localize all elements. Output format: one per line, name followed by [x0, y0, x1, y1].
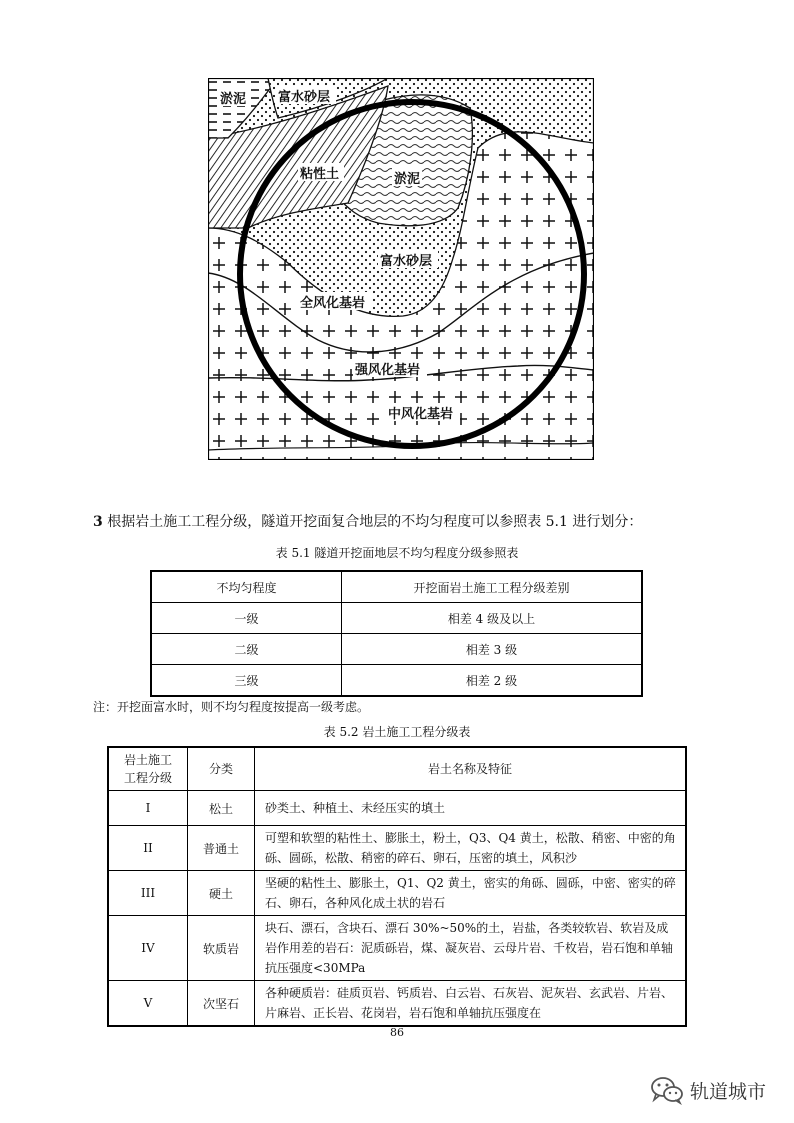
svg-text:淤泥: 淤泥: [394, 172, 421, 187]
table1-caption: 表 5.1 隧道开挖面地层不均匀程度分级参照表: [275, 546, 519, 560]
table-cell-grade: V: [108, 981, 188, 1027]
table-row: [151, 603, 642, 634]
table-row: [108, 916, 686, 981]
watermark: [650, 1073, 766, 1107]
geology-figure: [208, 78, 594, 460]
svg-text:中风化基岩: 中风化基岩: [388, 407, 454, 422]
table-row: [108, 871, 686, 916]
figure-label-fully-weathered: [298, 292, 372, 311]
table-cell-description: 各种硬质岩：硅质页岩、钙质岩、白云岩、石灰岩、泥灰岩、玄武岩、片岩、片麻岩、正长岩、花岗岩，岩石饱和单轴抗压强度在: [255, 981, 687, 1027]
table-cell-class: 软质岩: [188, 916, 255, 981]
rock-soil-class-table: [107, 746, 687, 1027]
paragraph-number: 3: [93, 514, 103, 530]
figure-label-water-sand-top: [276, 86, 336, 105]
table-cell-description: 可塑和软塑的粘性土、膨胀土，粉土，Q3、Q4 黄土，松散、稍密、中密的角砾、圆砾，松散、稍密的碎石、卵石，压密的填土，风积沙: [255, 826, 687, 871]
table-header-row: [108, 747, 686, 791]
figure-label-water-sand-mid: [378, 250, 438, 269]
table-cell-grade: II: [108, 826, 188, 871]
figure-label-clay: [298, 163, 344, 182]
geology-diagram: [208, 78, 594, 460]
table-cell-class: 松土: [188, 791, 255, 826]
table-cell-grade: I: [108, 791, 188, 826]
figure-label-mud-center: [392, 168, 422, 187]
table-row: [108, 791, 686, 826]
svg-text:富水砂层: 富水砂层: [380, 254, 433, 269]
table-cell-description: 块石、漂石，含块石、漂石 30%~50%的土，岩盐，各类较软岩、软岩及成岩作用差的岩石：泥质砾岩，煤、凝灰岩、云母片岩、千枚岩，岩石饱和单轴抗压强度<30MPa: [255, 916, 687, 981]
table-cell-grade: III: [108, 871, 188, 916]
svg-text:富水砂层: 富水砂层: [278, 90, 331, 105]
table-header-cell: 开挖面岩土施工工程分级差别: [342, 571, 643, 603]
svg-text:强风化基岩: 强风化基岩: [355, 363, 421, 378]
table-cell: 一级: [151, 603, 342, 634]
page-number: 86: [390, 1026, 404, 1039]
paragraph-text: 根据岩土施工工程分级，隧道开挖面复合地层的不均匀程度可以参照表 5.1 进行划分：: [102, 514, 643, 530]
paragraph-3: [93, 512, 713, 532]
table-cell-class: 普通土: [188, 826, 255, 871]
table-header-cell: 不均匀程度: [151, 571, 342, 603]
figure-label-mud-top-left: [218, 88, 248, 107]
table-cell-class: 硬土: [188, 871, 255, 916]
table-cell: 三级: [151, 665, 342, 697]
table-cell-grade: IV: [108, 916, 188, 981]
table1-note: 注：开挖面富水时，则不均匀程度按提高一级考虑。: [93, 700, 370, 714]
table-row: [108, 826, 686, 871]
table-cell: 相差 2 级: [342, 665, 643, 697]
table-header-row: [151, 571, 642, 603]
unevenness-grade-table: [150, 570, 643, 697]
svg-text:淤泥: 淤泥: [220, 92, 247, 107]
table-header-cell: 岩土施工 工程分级: [108, 747, 188, 791]
svg-text:全风化基岩: 全风化基岩: [300, 296, 366, 311]
table-cell: 二级: [151, 634, 342, 665]
table-cell: 相差 3 级: [342, 634, 643, 665]
svg-text:粘性土: 粘性土: [300, 167, 340, 182]
table-row: [151, 634, 642, 665]
table-cell: 相差 4 级及以上: [342, 603, 643, 634]
table-header-cell: 分类: [188, 747, 255, 791]
figure-label-moderately-weathered: [386, 403, 460, 422]
wechat-icon: [650, 1075, 684, 1105]
table2-caption: 表 5.2 岩土施工工程分级表: [323, 725, 471, 739]
table-row: [108, 981, 686, 1027]
table-header-cell: 岩土名称及特征: [255, 747, 687, 791]
watermark-text: 轨道城市: [690, 1080, 767, 1103]
table-row: [151, 665, 642, 697]
table-cell-description: 砂类土、种植土、未经压实的填土: [255, 791, 687, 826]
figure-label-strongly-weathered: [353, 359, 427, 378]
table-cell-class: 次坚石: [188, 981, 255, 1027]
table-cell-description: 坚硬的粘性土、膨胀土，Q1、Q2 黄土，密实的角砾、圆砾，中密、密实的碎石、卵石，各种风化成土状的岩石: [255, 871, 687, 916]
